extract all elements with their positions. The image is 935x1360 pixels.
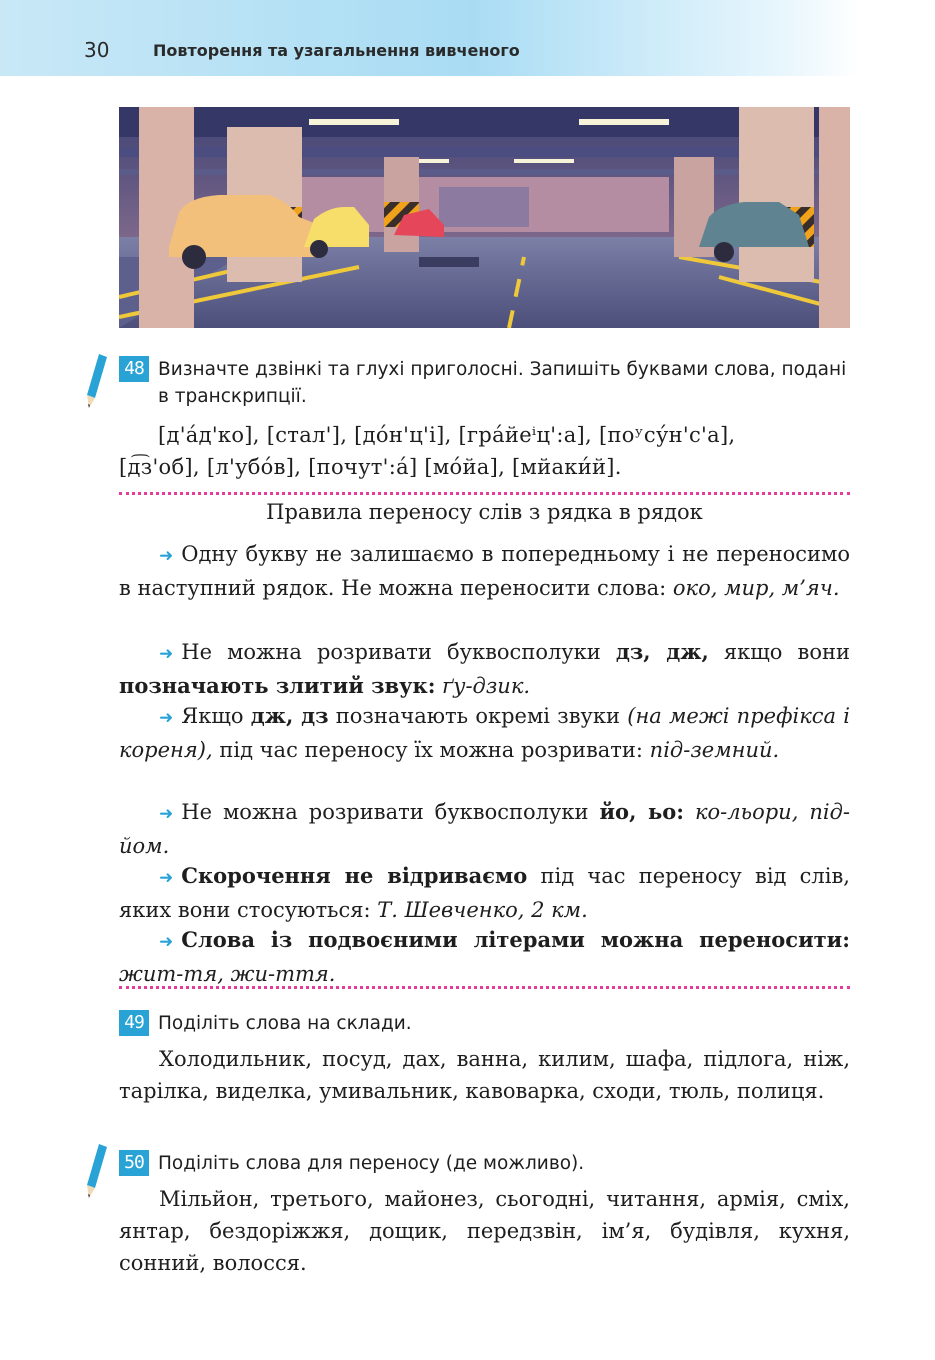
rule-4 — [119, 796, 850, 862]
rule-5-emphasis: Скорочення не відриваємо — [181, 863, 528, 888]
rules-title: Правила переносу слів з рядка в рядок — [266, 500, 703, 524]
rule-3-letters: дж, дз — [250, 703, 329, 728]
arrow-icon: ➜ — [159, 932, 174, 952]
task-number-49: 49 — [119, 1010, 149, 1036]
rule-6-emphasis: Слова із подвоєними літерами можна переносити: — [181, 927, 850, 952]
rule-3-text-c: під час переносу їх можна розривати: — [219, 738, 643, 762]
rule-6 — [119, 924, 850, 990]
rule-3-example: під-земний. — [649, 738, 780, 762]
transcription-line-1: [д'а́д'ко], [стал'], [до́н'ц'і], [гра́йеⁱц':а], [поʸсу́н'с'а], — [158, 423, 736, 447]
rule-5-text: під час переносу від слів, яких вони стосуються: — [119, 864, 850, 922]
rule-5 — [119, 860, 850, 926]
arrow-icon: ➜ — [159, 804, 174, 824]
arrow-icon: ➜ — [159, 644, 174, 664]
rule-3 — [119, 700, 850, 766]
task-50-instruction: Поділіть слова для переносу (де можливо). — [158, 1153, 585, 1174]
page-number: 30 — [84, 38, 110, 62]
task-48-instruction: Визначте дзвінкі та глухі приголосні. Запишіть буквами слова, подані в транскрипції. — [158, 359, 847, 407]
rule-1-text: Одну букву не залишаємо в попередньому і не переносимо в наступний рядок. Не можна переносити слова: — [119, 542, 850, 600]
pencil-icon — [85, 352, 111, 410]
rule-2-text: Не можна розривати буквосполуки — [181, 640, 601, 664]
arrow-icon: ➜ — [159, 708, 174, 728]
arrow-icon: ➜ — [159, 546, 174, 566]
rule-5-example: Т. Шевченко, 2 км. — [377, 898, 588, 922]
rule-2-example: ґу-дзик. — [442, 674, 531, 698]
rule-2-emphasis: позначають злитий звук: — [119, 673, 436, 698]
task-50-word-list: Мільйон, третього, майонез, сьогодні, читання, армія, сміх, янтар, бездоріжжя, дощик, передзвін, ім’я, будівля, кухня, сонний, волосся. — [119, 1187, 850, 1275]
section-divider-bottom — [119, 986, 850, 989]
transcription-line-2: [д͡з'об], [л'убо́в], [почут':а́] [мо́йа], [мйаки́й]. — [119, 455, 622, 479]
rule-1 — [119, 538, 850, 604]
task-49-instruction: Поділіть слова на склади. — [158, 1013, 412, 1034]
task-number-48: 48 — [119, 356, 149, 382]
rule-2 — [119, 636, 850, 702]
rule-3-note: (на межі префікса і кореня), — [119, 704, 850, 762]
rule-2-letters: дз, дж, — [615, 639, 709, 664]
rule-4-text: Не можна розривати буквосполуки — [181, 800, 589, 824]
rule-3-text: Якщо — [181, 704, 244, 728]
rule-1-examples: око, мир, м’яч. — [672, 576, 840, 600]
pencil-icon — [85, 1142, 111, 1200]
rule-4-example: ко-льори, під-йом. — [119, 800, 850, 858]
section-divider-top — [119, 492, 850, 495]
arrow-icon: ➜ — [159, 868, 174, 888]
task-50-words — [119, 1183, 850, 1279]
task-49-word-list: Холодильник, посуд, дах, ванна, килим, шафа, підлога, ніж, тарілка, виделка, умивальник, кавоварка, сходи, тюль, полиця. — [119, 1047, 850, 1103]
parking-garage-illustration — [119, 107, 850, 328]
rule-2-text-b: якщо вони — [723, 640, 850, 664]
section-title: Повторення та узагальнення вивченого — [153, 41, 520, 60]
task-49-words — [119, 1043, 850, 1107]
page-header — [0, 0, 860, 76]
rule-3-text-b: позначають окремі звуки — [335, 704, 621, 728]
rule-6-example: жит-тя, жи-ття. — [119, 962, 336, 986]
task-number-50: 50 — [119, 1150, 149, 1176]
rule-4-letters: йо, ьо: — [599, 799, 685, 824]
